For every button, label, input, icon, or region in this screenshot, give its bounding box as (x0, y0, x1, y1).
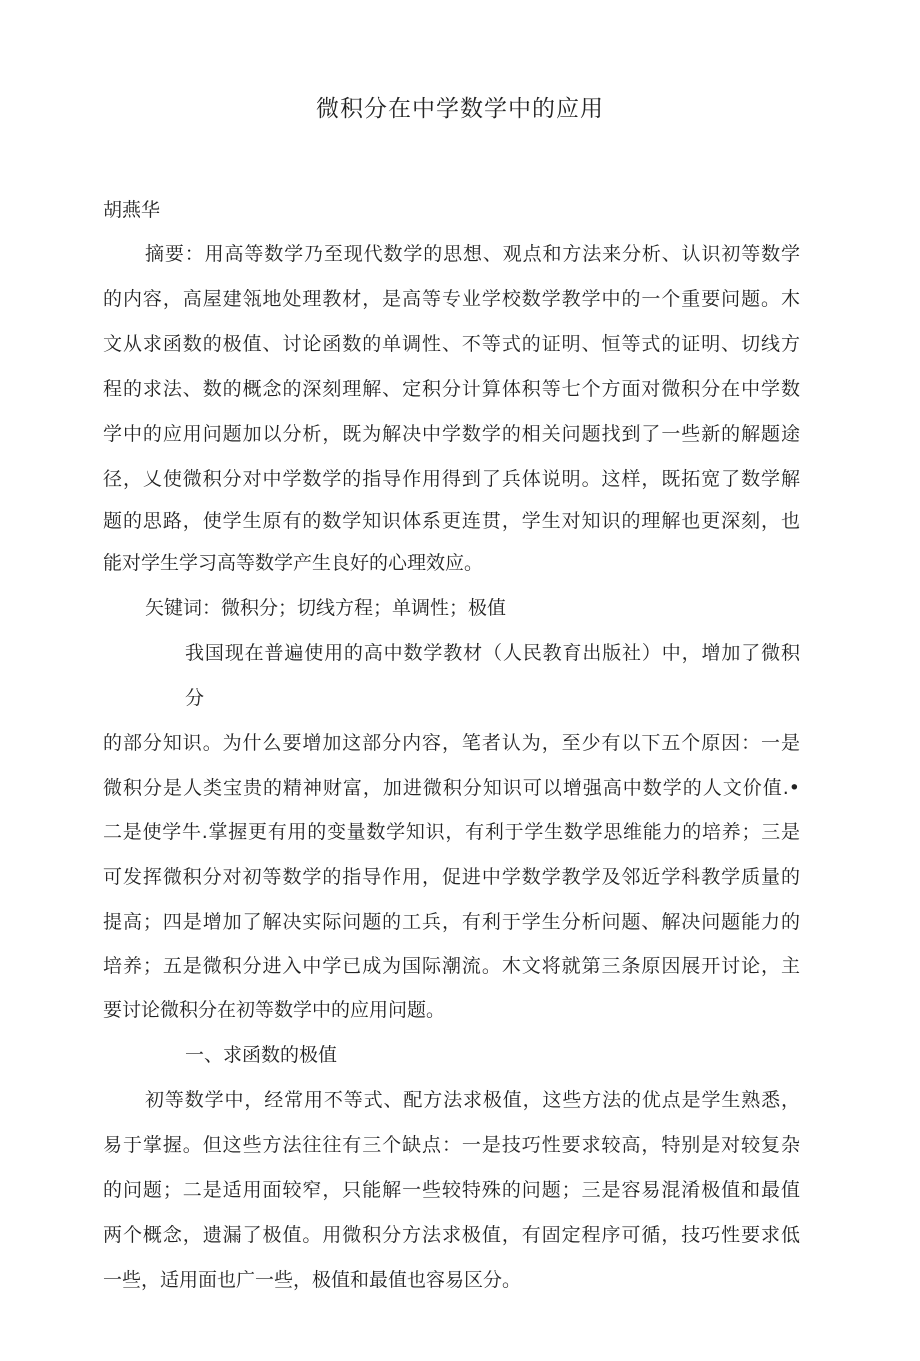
abstract-line: 径，乂使微积分对中学数学的指导作用得到了兵体说明。这样，既拓宽了数学解 (103, 468, 800, 490)
paragraph-line: 易于掌握。但这些方法往往有三个缺点：一是技巧性要求较高，特别是对较复杂 (103, 1134, 800, 1156)
paragraph-line: 培养；五是微积分进入中学已成为国际潮流。木文将就第三条原因展开讨论，主 (103, 955, 800, 977)
paragraph-line: 提高；四是增加了解决实际问题的工兵，有利于学生分析问题、解决问题能力的 (103, 911, 800, 933)
document-title: 微积分在中学数学中的应用 (316, 96, 604, 122)
abstract-line: 摘要：用高等数学乃至现代数学的思想、观点和方法来分析、认识初等数学 (145, 243, 800, 265)
section-heading: 一、求函数的极值 (185, 1044, 338, 1066)
paragraph-line: 的问题；二是适用面较窄，只能解一些较特殊的问题；三是容易混淆极值和最值 (103, 1179, 800, 1201)
paragraph-line: 二是使学牛.掌握更有用的变量数学知识，有利于学生数学思维能力的培养；三是 (103, 821, 800, 843)
paragraph-line: 要讨论微积分在初等数学中的应用问题。 (103, 999, 446, 1021)
paragraph-line: 我国现在普遍使用的高中数学教材（人民教育出版社）中，增加了微积 (185, 642, 800, 664)
abstract-line: 程的求法、数的概念的深刻理解、定积分计算体积等七个方面对微积分在中学数 (103, 378, 800, 400)
abstract-line: 题的思路，使学生原有的数学知识体系更连贯，学生对知识的理解也更深刻，也 (103, 510, 800, 532)
paragraph-line: 一些，适用面也广一些，极值和最值也容易区分。 (103, 1269, 522, 1291)
paragraph-line: 微积分是人类宝贵的精神财富，加进微积分知识可以增强高中数学的人文价值.• (103, 777, 800, 799)
paragraph-line: 的部分知识。为什么要增加这部分内容，笔者认为，至少有以下五个原因：一是 (103, 732, 800, 754)
paragraph-line: 可发挥微积分对初等数学的指导作用，促进中学数学教学及邻近学科教学质量的 (103, 866, 800, 888)
abstract-line: 学中的应用问题加以分析，既为解决中学数学的相关问题找到了一些新的解题途 (103, 423, 800, 445)
paragraph-line: 两个概念，遗漏了极值。用微积分方法求极值，有固定程序可循，技巧性要求低 (103, 1224, 800, 1246)
paragraph-line: 初等数学中，经常用不等式、配方法求极值，这些方法的优点是学生熟悉， (145, 1089, 800, 1111)
keywords-line: 矢键词：微积分；切线方程；单调性；极值 (145, 597, 507, 619)
abstract-line: 的内容，高屋建瓴地处理教材，是高等专业学校数学教学中的一个重要问题。木 (103, 288, 800, 310)
abstract-line: 能对学生学习高等数学产生良好的心理效应。 (103, 552, 484, 574)
author: 胡燕华 (103, 199, 161, 221)
abstract-line: 文从求函数的极值、讨论函数的单调性、不等式的证明、恒等式的证明、切线方 (103, 333, 800, 355)
paragraph-line: 分 (185, 687, 205, 709)
